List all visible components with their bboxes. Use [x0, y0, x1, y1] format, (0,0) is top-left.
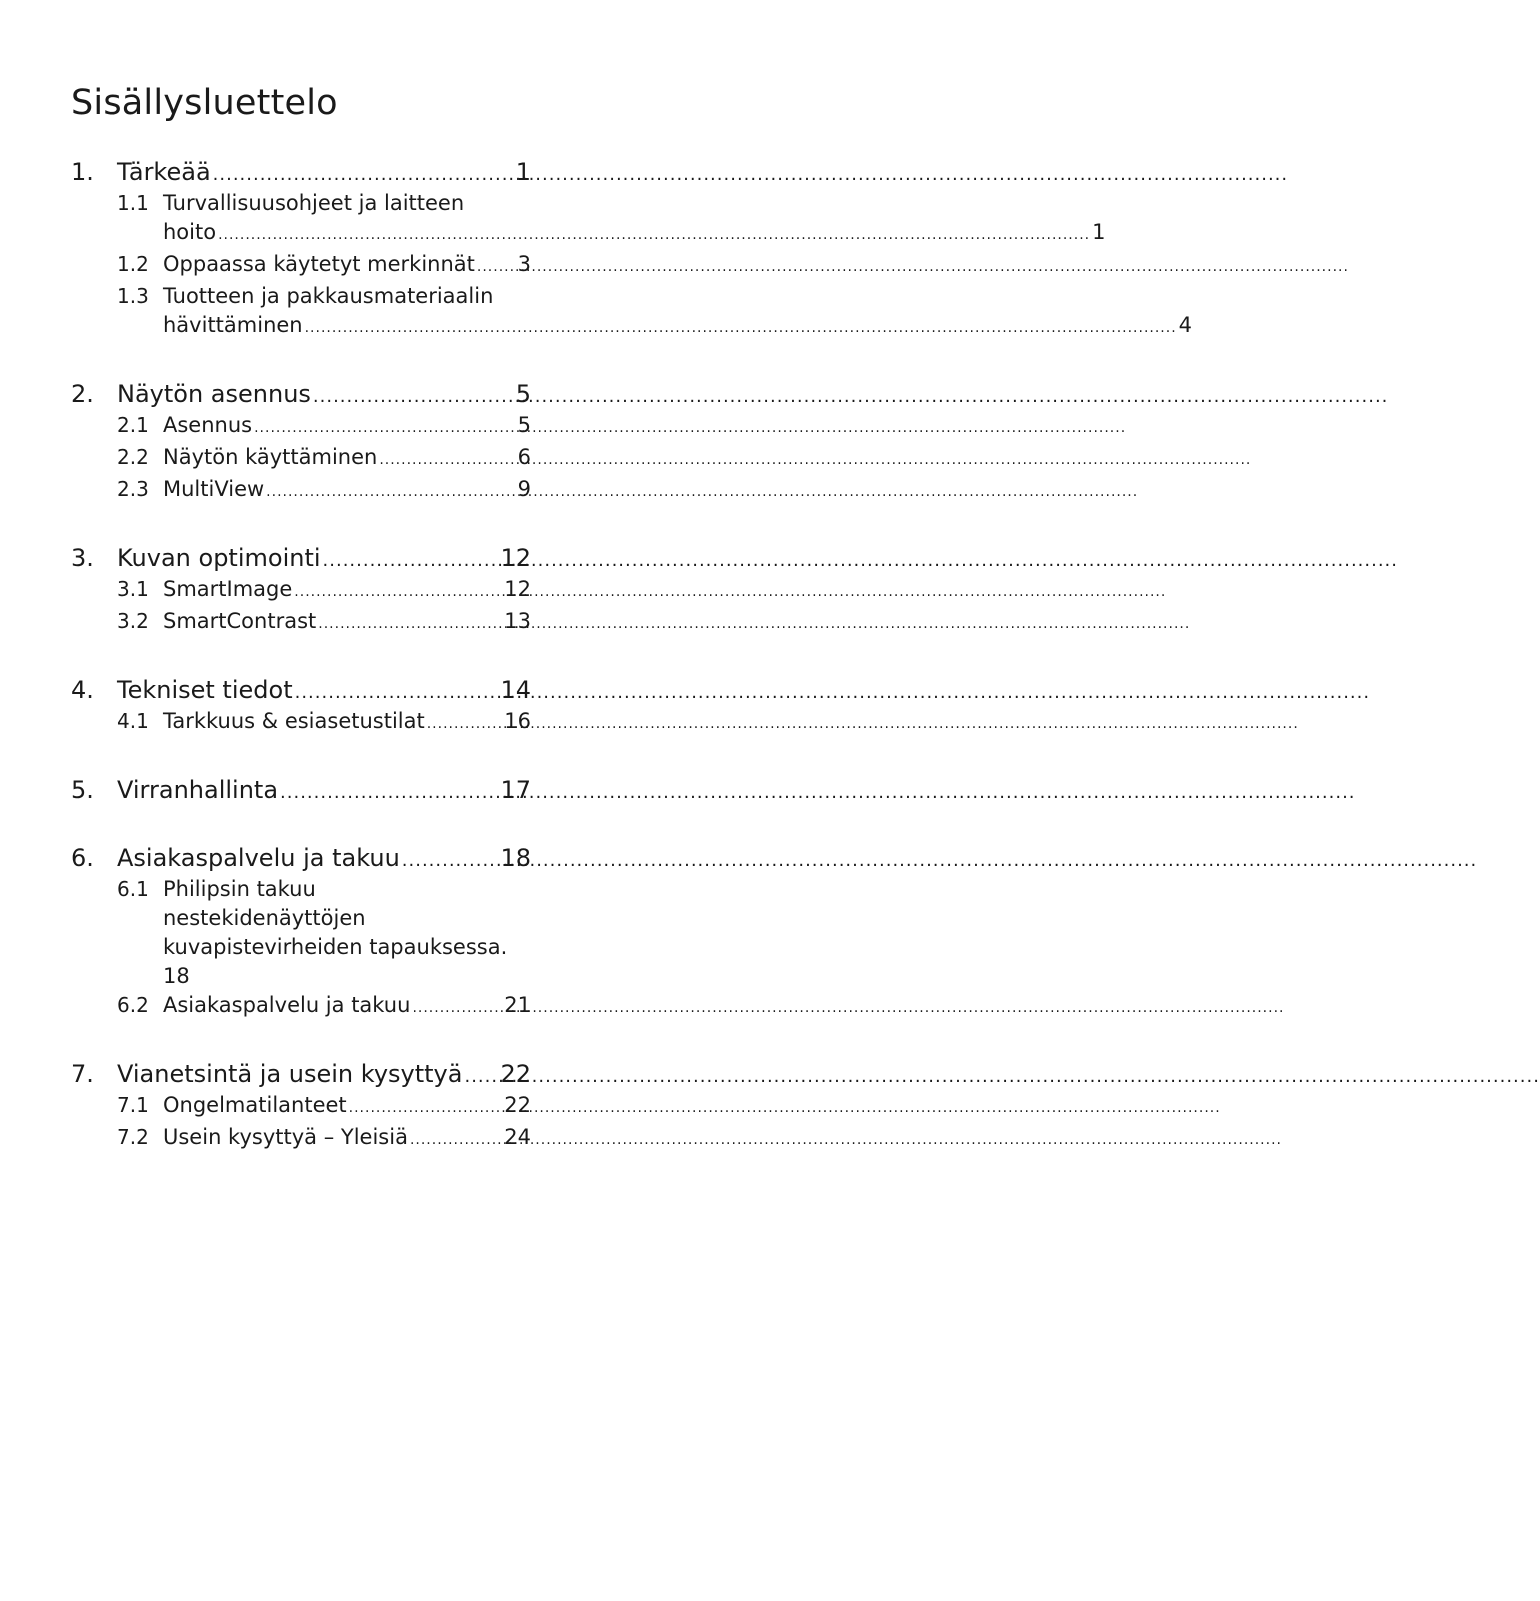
subsection-title-line: Turvallisuusohjeet ja laitteen: [163, 191, 465, 215]
toc-subsection-link[interactable]: [71, 282, 1193, 343]
toc-section: [71, 541, 531, 639]
chapter-page-number: 22: [500, 1060, 531, 1088]
subsection-page-number: 3: [517, 252, 531, 276]
toc-chapter-link[interactable]: [71, 1057, 531, 1091]
dot-leader: [294, 575, 502, 607]
subsection-number: 2.3: [117, 477, 149, 501]
subsection-title-last-line: [163, 311, 1192, 343]
dot-leader: [349, 1091, 503, 1123]
subsection-title: Usein kysyttyä – Yleisiä: [163, 1125, 408, 1149]
subsection-number: 3.1: [117, 577, 149, 601]
chapter-title: Tekniset tiedot: [117, 676, 293, 704]
chapter-number: 7.: [71, 1060, 94, 1088]
chapter-page-number: 1: [515, 158, 531, 186]
chapter-number: 1.: [71, 158, 94, 186]
chapter-page-number: 14: [500, 676, 531, 704]
toc-section: [71, 773, 531, 807]
toc-section: [71, 841, 531, 1023]
dot-leader: [280, 773, 498, 810]
subsection-title: Asiakaspalvelu ja takuu: [163, 993, 411, 1017]
toc-section: [71, 377, 531, 507]
subsection-number: 3.2: [117, 609, 149, 633]
subsection-title-line: kuvapistevirheiden tapauksessa.: [163, 935, 508, 959]
toc-section: [71, 1057, 531, 1155]
subsection-page-number: 9: [517, 477, 531, 501]
toc-chapter-link[interactable]: [71, 541, 531, 575]
toc-chapter-link[interactable]: [71, 773, 531, 807]
toc-subsection-link[interactable]: [71, 411, 531, 443]
chapter-page-number: 5: [515, 380, 531, 408]
toc-section: [71, 155, 1193, 343]
chapter-title: Asiakaspalvelu ja takuu: [117, 844, 400, 872]
subsection-title-line: 18: [163, 964, 190, 988]
chapter-page-number: 12: [500, 544, 531, 572]
toc-subsection-link[interactable]: [71, 875, 531, 991]
subsection-title: SmartImage: [163, 577, 293, 601]
chapter-title: Tärkeää: [117, 158, 211, 186]
subsection-title: Ongelmatilanteet: [163, 1093, 347, 1117]
chapter-number: 4.: [71, 676, 94, 704]
chapter-number: 6.: [71, 844, 94, 872]
dot-leader: [254, 411, 516, 443]
dot-leader: [318, 607, 502, 639]
subsection-title: [163, 282, 1192, 343]
subsection-number: 2.1: [117, 413, 149, 437]
subsection-title-line: Tuotteen ja pakkausmateriaalin: [163, 284, 494, 308]
chapter-title: Virranhallinta: [117, 776, 279, 804]
subsection-page-number: 22: [504, 1093, 531, 1117]
toc-subsection-link[interactable]: [71, 575, 531, 607]
subsection-title: SmartContrast: [163, 609, 317, 633]
subsection-page-number: 13: [504, 609, 531, 633]
subsection-number: 4.1: [117, 709, 149, 733]
subsection-page-number: 6: [517, 445, 531, 469]
toc-chapter-link[interactable]: [71, 155, 531, 189]
chapter-title: Näytön asennus: [117, 380, 311, 408]
toc-subsection-link[interactable]: [71, 189, 1106, 250]
subsection-title-line: Philipsin takuu: [163, 877, 316, 901]
subsection-title-last-line: [163, 218, 1105, 250]
subsection-title: MultiView: [163, 477, 265, 501]
subsection-page-number: 4: [1178, 313, 1193, 337]
subsection-number: 2.2: [117, 445, 149, 469]
dot-leader: [323, 541, 499, 578]
toc-subsection-link[interactable]: [71, 1091, 531, 1123]
toc-chapter-link[interactable]: [71, 673, 531, 707]
subsection-number: 7.1: [117, 1093, 149, 1117]
dot-leader: [410, 1123, 502, 1155]
subsection-title: Asennus: [163, 413, 253, 437]
table-of-contents: [71, 155, 1193, 1189]
subsection-number: 1.2: [117, 252, 149, 276]
chapter-title: Vianetsintä ja usein kysyttyä: [117, 1060, 463, 1088]
dot-leader: [427, 707, 503, 739]
toc-subsection-link[interactable]: [71, 475, 531, 507]
dot-leader: [218, 218, 1090, 250]
toc-chapter-link[interactable]: [71, 841, 531, 875]
dot-leader: [464, 1057, 498, 1094]
subsection-title: Tarkkuus & esiasetustilat: [163, 709, 425, 733]
subsection-title: [163, 875, 531, 991]
subsection-title-line: nestekidenäyttöjen: [163, 906, 366, 930]
subsection-number: 6.2: [117, 993, 149, 1017]
chapter-page-number: 17: [500, 776, 531, 804]
dot-leader: [313, 377, 514, 414]
subsection-page-number: 1: [1092, 220, 1106, 244]
subsection-title: [163, 189, 1105, 250]
dot-leader: [295, 673, 499, 710]
subsection-number: 1.3: [117, 284, 149, 308]
chapter-number: 5.: [71, 776, 94, 804]
dot-leader: [412, 991, 502, 1023]
toc-subsection-link[interactable]: [71, 607, 531, 639]
dot-leader: [402, 841, 499, 878]
toc-subsection-link[interactable]: [71, 991, 531, 1023]
toc-subsection-link[interactable]: [71, 707, 531, 739]
subsection-number: 7.2: [117, 1125, 149, 1149]
subsection-page-number: 24: [504, 1125, 531, 1149]
dot-leader: [379, 443, 515, 475]
subsection-title: Näytön käyttäminen: [163, 445, 378, 469]
toc-subsection-link[interactable]: [71, 250, 531, 282]
subsection-title-text: hoito: [163, 220, 217, 244]
page-title: Sisällysluettelo: [71, 83, 338, 123]
subsection-page-number: 16: [504, 709, 531, 733]
toc-subsection-link[interactable]: [71, 443, 531, 475]
dot-leader: [305, 311, 1177, 343]
toc-chapter-link[interactable]: [71, 377, 531, 411]
subsection-page-number: 21: [504, 993, 531, 1017]
subsection-title-text: hävittäminen: [163, 313, 303, 337]
dot-leader: [477, 250, 516, 282]
toc-section: [71, 673, 531, 739]
dot-leader: [266, 475, 515, 507]
subsection-title: Oppaassa käytetyt merkinnät: [163, 252, 475, 276]
subsection-page-number: 5: [517, 413, 531, 437]
toc-subsection-link[interactable]: [71, 1123, 531, 1155]
dot-leader: [213, 155, 514, 192]
subsection-number: 1.1: [117, 191, 149, 215]
subsection-number: 6.1: [117, 877, 149, 901]
chapter-title: Kuvan optimointi: [117, 544, 321, 572]
chapter-page-number: 18: [500, 844, 531, 872]
chapter-number: 3.: [71, 544, 94, 572]
subsection-page-number: 12: [504, 577, 531, 601]
chapter-number: 2.: [71, 380, 94, 408]
